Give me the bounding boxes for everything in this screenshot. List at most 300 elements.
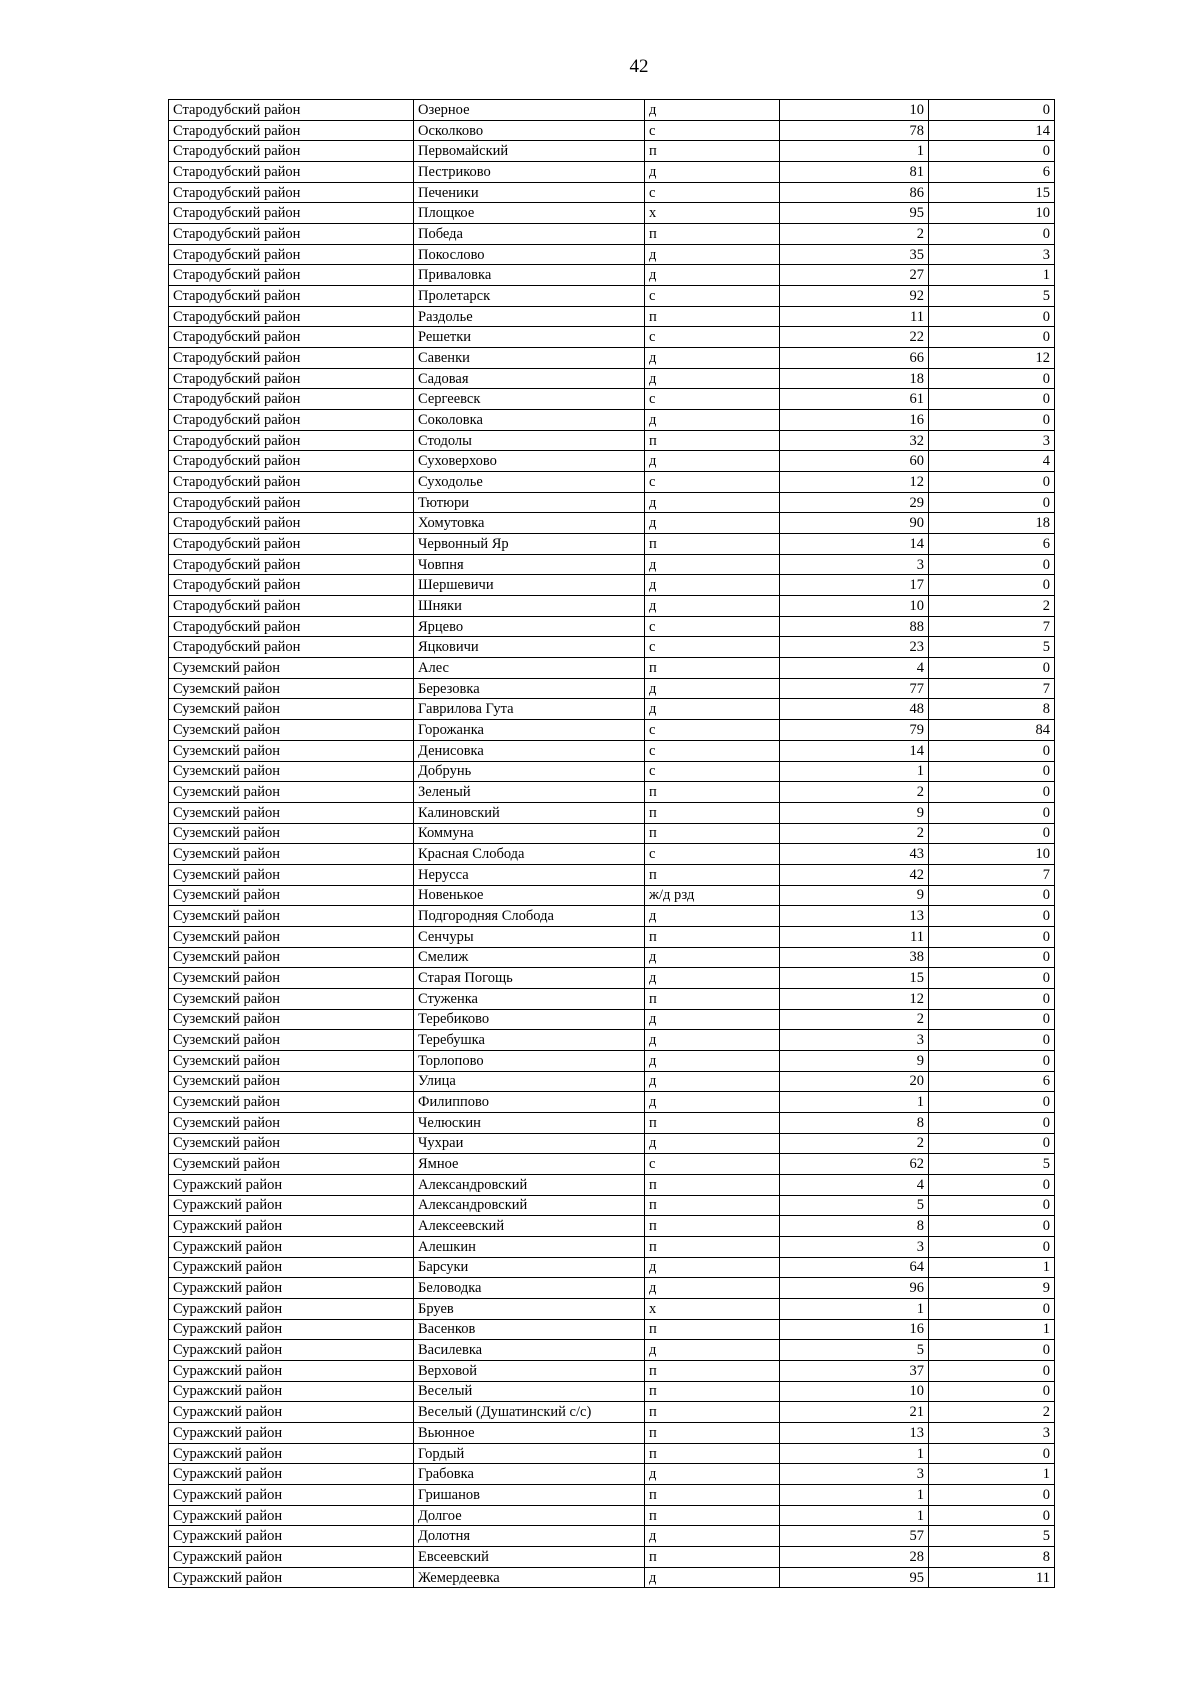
district-cell: Суземский район [169,1133,414,1154]
district-cell: Суражский район [169,1485,414,1506]
district-cell: Суземский район [169,1092,414,1113]
type-cell: с [645,1154,780,1175]
table-row [169,1195,1055,1216]
count-1-cell: 27 [780,265,929,286]
settlement-cell: Александровский [414,1174,645,1195]
count-1-cell: 9 [780,802,929,823]
type-cell: х [645,1298,780,1319]
type-cell: д [645,162,780,183]
count-2-cell: 0 [929,575,1055,596]
type-cell: п [645,926,780,947]
table-row [169,1298,1055,1319]
count-1-cell: 1 [780,141,929,162]
table-row [169,1547,1055,1568]
count-2-cell: 0 [929,1381,1055,1402]
settlement-cell: Сенчуры [414,926,645,947]
table-row [169,1360,1055,1381]
settlement-cell: Савенки [414,348,645,369]
settlement-cell: Озерное [414,100,645,121]
type-cell: п [645,430,780,451]
type-cell: д [645,1030,780,1051]
table-row [169,596,1055,617]
district-cell: Стародубский район [169,348,414,369]
count-2-cell: 11 [929,1567,1055,1588]
district-cell: Суземский район [169,885,414,906]
settlement-cell: Ямное [414,1154,645,1175]
table-row [169,1443,1055,1464]
table-row [169,534,1055,555]
settlement-cell: Яцковичи [414,637,645,658]
count-2-cell: 8 [929,1547,1055,1568]
type-cell: д [645,596,780,617]
district-cell: Суземский район [169,802,414,823]
type-cell: п [645,864,780,885]
count-2-cell: 6 [929,534,1055,555]
count-1-cell: 5 [780,1195,929,1216]
count-1-cell: 14 [780,740,929,761]
count-2-cell: 14 [929,120,1055,141]
count-1-cell: 9 [780,885,929,906]
district-cell: Суземский район [169,782,414,803]
count-1-cell: 20 [780,1071,929,1092]
settlement-cell: Осколково [414,120,645,141]
table-row [169,513,1055,534]
count-2-cell: 0 [929,1092,1055,1113]
district-cell: Стародубский район [169,120,414,141]
count-2-cell: 0 [929,1112,1055,1133]
table-row [169,1402,1055,1423]
count-1-cell: 21 [780,1402,929,1423]
type-cell: с [645,740,780,761]
table-row [169,244,1055,265]
table-row [169,348,1055,369]
table-row [169,1009,1055,1030]
count-1-cell: 96 [780,1278,929,1299]
settlement-cell: Раздолье [414,306,645,327]
table-row [169,368,1055,389]
district-cell: Стародубский район [169,596,414,617]
district-cell: Суражский район [169,1464,414,1485]
settlement-cell: Старая Погощь [414,968,645,989]
district-cell: Стародубский район [169,182,414,203]
count-1-cell: 66 [780,348,929,369]
table-row [169,864,1055,885]
count-1-cell: 2 [780,224,929,245]
district-cell: Суражский район [169,1340,414,1361]
table-row [169,678,1055,699]
count-1-cell: 10 [780,596,929,617]
type-cell: д [645,513,780,534]
settlement-cell: Чухраи [414,1133,645,1154]
count-2-cell: 0 [929,1485,1055,1506]
settlement-cell: Евсеевский [414,1547,645,1568]
count-2-cell: 7 [929,616,1055,637]
settlement-cell: Теребушка [414,1030,645,1051]
district-cell: Стародубский район [169,141,414,162]
district-cell: Суражский район [169,1216,414,1237]
table-row [169,988,1055,1009]
count-1-cell: 16 [780,1319,929,1340]
district-cell: Суражский район [169,1423,414,1444]
settlement-cell: Хомутовка [414,513,645,534]
district-cell: Стародубский район [169,513,414,534]
count-1-cell: 29 [780,492,929,513]
type-cell: п [645,1216,780,1237]
settlement-cell: Алес [414,658,645,679]
table-row [169,389,1055,410]
settlement-cell: Соколовка [414,410,645,431]
count-1-cell: 35 [780,244,929,265]
count-2-cell: 0 [929,823,1055,844]
count-2-cell: 0 [929,100,1055,121]
settlement-cell: Гришанов [414,1485,645,1506]
count-2-cell: 0 [929,1030,1055,1051]
district-cell: Суражский район [169,1319,414,1340]
table-row [169,141,1055,162]
count-1-cell: 11 [780,926,929,947]
count-2-cell: 0 [929,1133,1055,1154]
table-row [169,968,1055,989]
table-row [169,906,1055,927]
count-1-cell: 15 [780,968,929,989]
settlement-cell: Алексеевский [414,1216,645,1237]
district-cell: Суземский район [169,926,414,947]
type-cell: д [645,348,780,369]
count-2-cell: 84 [929,720,1055,741]
district-cell: Суражский район [169,1236,414,1257]
type-cell: с [645,720,780,741]
count-1-cell: 13 [780,906,929,927]
type-cell: п [645,534,780,555]
table-row [169,120,1055,141]
count-2-cell: 0 [929,947,1055,968]
count-1-cell: 8 [780,1216,929,1237]
settlement-cell: Зеленый [414,782,645,803]
district-cell: Стародубский район [169,430,414,451]
count-1-cell: 12 [780,988,929,1009]
table-row [169,162,1055,183]
type-cell: п [645,1423,780,1444]
count-1-cell: 9 [780,1050,929,1071]
count-1-cell: 43 [780,844,929,865]
count-1-cell: 88 [780,616,929,637]
district-cell: Суземский район [169,658,414,679]
type-cell: д [645,1567,780,1588]
type-cell: д [645,947,780,968]
district-cell: Суземский район [169,1009,414,1030]
table-row [169,327,1055,348]
count-2-cell: 6 [929,1071,1055,1092]
district-cell: Стародубский район [169,492,414,513]
type-cell: с [645,616,780,637]
count-1-cell: 61 [780,389,929,410]
district-cell: Стародубский район [169,534,414,555]
settlement-cell: Стодолы [414,430,645,451]
district-cell: Суражский район [169,1381,414,1402]
count-2-cell: 0 [929,1443,1055,1464]
settlement-cell: Площкое [414,203,645,224]
settlement-cell: Алешкин [414,1236,645,1257]
count-1-cell: 8 [780,1112,929,1133]
count-1-cell: 2 [780,823,929,844]
count-1-cell: 13 [780,1423,929,1444]
count-2-cell: 0 [929,1009,1055,1030]
district-cell: Суземский район [169,864,414,885]
count-2-cell: 0 [929,1340,1055,1361]
table-row [169,575,1055,596]
district-cell: Суражский район [169,1443,414,1464]
table-row [169,1485,1055,1506]
district-cell: Суражский район [169,1174,414,1195]
count-2-cell: 0 [929,389,1055,410]
table-row [169,720,1055,741]
district-cell: Суземский район [169,906,414,927]
count-2-cell: 18 [929,513,1055,534]
count-1-cell: 38 [780,947,929,968]
count-2-cell: 5 [929,1526,1055,1547]
count-2-cell: 1 [929,1319,1055,1340]
type-cell: ж/д рзд [645,885,780,906]
count-2-cell: 0 [929,1050,1055,1071]
type-cell: д [645,906,780,927]
count-2-cell: 1 [929,265,1055,286]
settlement-cell: Шершевичи [414,575,645,596]
count-2-cell: 0 [929,926,1055,947]
count-2-cell: 0 [929,658,1055,679]
count-1-cell: 37 [780,1360,929,1381]
district-cell: Суземский район [169,699,414,720]
count-1-cell: 12 [780,472,929,493]
count-1-cell: 10 [780,1381,929,1402]
settlement-cell: Барсуки [414,1257,645,1278]
count-1-cell: 60 [780,451,929,472]
type-cell: с [645,389,780,410]
table-row [169,885,1055,906]
settlement-cell: Червонный Яр [414,534,645,555]
district-cell: Суражский район [169,1567,414,1588]
type-cell: д [645,1257,780,1278]
count-2-cell: 0 [929,1236,1055,1257]
table-row [169,451,1055,472]
count-2-cell: 6 [929,162,1055,183]
count-2-cell: 0 [929,968,1055,989]
table-row [169,1154,1055,1175]
table-row [169,182,1055,203]
count-2-cell: 12 [929,348,1055,369]
settlement-cell: Долгое [414,1505,645,1526]
settlement-cell: Красная Слобода [414,844,645,865]
district-cell: Суземский район [169,720,414,741]
count-2-cell: 7 [929,864,1055,885]
count-2-cell: 7 [929,678,1055,699]
settlement-cell: Суховерхово [414,451,645,472]
table-row [169,1526,1055,1547]
type-cell: п [645,224,780,245]
count-2-cell: 10 [929,844,1055,865]
district-cell: Стародубский район [169,389,414,410]
count-2-cell: 0 [929,224,1055,245]
settlement-cell: Филиппово [414,1092,645,1113]
type-cell: п [645,306,780,327]
type-cell: х [645,203,780,224]
district-cell: Стародубский район [169,306,414,327]
table-row [169,1133,1055,1154]
settlement-cell: Калиновский [414,802,645,823]
type-cell: п [645,1381,780,1402]
district-cell: Стародубский район [169,244,414,265]
count-1-cell: 28 [780,1547,929,1568]
count-2-cell: 0 [929,906,1055,927]
settlement-cell: Шняки [414,596,645,617]
table-row [169,1071,1055,1092]
count-1-cell: 92 [780,286,929,307]
count-1-cell: 57 [780,1526,929,1547]
count-2-cell: 3 [929,1423,1055,1444]
table-row [169,1257,1055,1278]
district-cell: Суземский район [169,761,414,782]
count-2-cell: 0 [929,327,1055,348]
district-cell: Суземский район [169,844,414,865]
type-cell: п [645,658,780,679]
table-row [169,1278,1055,1299]
count-2-cell: 0 [929,802,1055,823]
type-cell: д [645,699,780,720]
count-1-cell: 81 [780,162,929,183]
type-cell: д [645,575,780,596]
settlement-cell: Березовка [414,678,645,699]
type-cell: д [645,1340,780,1361]
table-row [169,699,1055,720]
count-1-cell: 1 [780,761,929,782]
type-cell: д [645,492,780,513]
table-row [169,1050,1055,1071]
type-cell: с [645,182,780,203]
table-row [169,1340,1055,1361]
district-cell: Стародубский район [169,472,414,493]
count-1-cell: 1 [780,1505,929,1526]
settlement-cell: Нерусса [414,864,645,885]
district-cell: Стародубский район [169,575,414,596]
count-2-cell: 0 [929,306,1055,327]
settlement-cell: Бруев [414,1298,645,1319]
count-2-cell: 0 [929,492,1055,513]
count-1-cell: 78 [780,120,929,141]
district-cell: Суражский район [169,1547,414,1568]
settlement-cell: Садовая [414,368,645,389]
district-cell: Стародубский район [169,451,414,472]
type-cell: с [645,761,780,782]
settlement-cell: Верховой [414,1360,645,1381]
table-row [169,1423,1055,1444]
type-cell: д [645,1464,780,1485]
settlement-cell: Сергеевск [414,389,645,410]
district-cell: Стародубский район [169,368,414,389]
table-row [169,1216,1055,1237]
district-cell: Стародубский район [169,224,414,245]
settlement-cell: Стуженка [414,988,645,1009]
count-1-cell: 1 [780,1485,929,1506]
table-row [169,410,1055,431]
table-row [169,100,1055,121]
count-1-cell: 3 [780,1030,929,1051]
type-cell: д [645,1092,780,1113]
settlement-cell: Челюскин [414,1112,645,1133]
type-cell: д [645,968,780,989]
district-cell: Суземский район [169,1071,414,1092]
type-cell: д [645,410,780,431]
settlement-cell: Покослово [414,244,645,265]
count-1-cell: 90 [780,513,929,534]
settlement-cell: Пролетарск [414,286,645,307]
district-cell: Суражский район [169,1360,414,1381]
settlement-cell: Приваловка [414,265,645,286]
district-cell: Суражский район [169,1298,414,1319]
settlement-cell: Гордый [414,1443,645,1464]
count-1-cell: 2 [780,782,929,803]
type-cell: д [645,1278,780,1299]
type-cell: д [645,1526,780,1547]
district-cell: Суземский район [169,1112,414,1133]
table-row [169,823,1055,844]
district-cell: Суземский район [169,988,414,1009]
type-cell: с [645,327,780,348]
table-row [169,782,1055,803]
district-cell: Стародубский район [169,203,414,224]
district-cell: Суражский район [169,1526,414,1547]
type-cell: д [645,1133,780,1154]
count-1-cell: 2 [780,1009,929,1030]
count-1-cell: 3 [780,554,929,575]
count-1-cell: 2 [780,1133,929,1154]
count-1-cell: 16 [780,410,929,431]
type-cell: п [645,1112,780,1133]
settlement-cell: Суходолье [414,472,645,493]
count-2-cell: 0 [929,885,1055,906]
count-1-cell: 62 [780,1154,929,1175]
type-cell: п [645,141,780,162]
type-cell: п [645,1547,780,1568]
count-2-cell: 15 [929,182,1055,203]
type-cell: с [645,472,780,493]
settlement-cell: Жемердеевка [414,1567,645,1588]
table-row [169,203,1055,224]
count-1-cell: 1 [780,1092,929,1113]
settlement-cell: Новенькое [414,885,645,906]
count-2-cell: 0 [929,1174,1055,1195]
table-row [169,472,1055,493]
district-cell: Стародубский район [169,162,414,183]
count-2-cell: 0 [929,554,1055,575]
district-cell: Стародубский район [169,637,414,658]
count-2-cell: 0 [929,988,1055,1009]
count-1-cell: 14 [780,534,929,555]
district-cell: Стародубский район [169,286,414,307]
count-1-cell: 3 [780,1236,929,1257]
district-cell: Стародубский район [169,616,414,637]
settlements-table [168,99,1055,1588]
count-1-cell: 77 [780,678,929,699]
type-cell: с [645,286,780,307]
type-cell: с [645,637,780,658]
settlement-cell: Денисовка [414,740,645,761]
count-2-cell: 0 [929,1298,1055,1319]
district-cell: Суражский район [169,1505,414,1526]
count-2-cell: 3 [929,430,1055,451]
count-1-cell: 95 [780,203,929,224]
type-cell: п [645,1505,780,1526]
settlement-cell: Александровский [414,1195,645,1216]
table-row [169,637,1055,658]
